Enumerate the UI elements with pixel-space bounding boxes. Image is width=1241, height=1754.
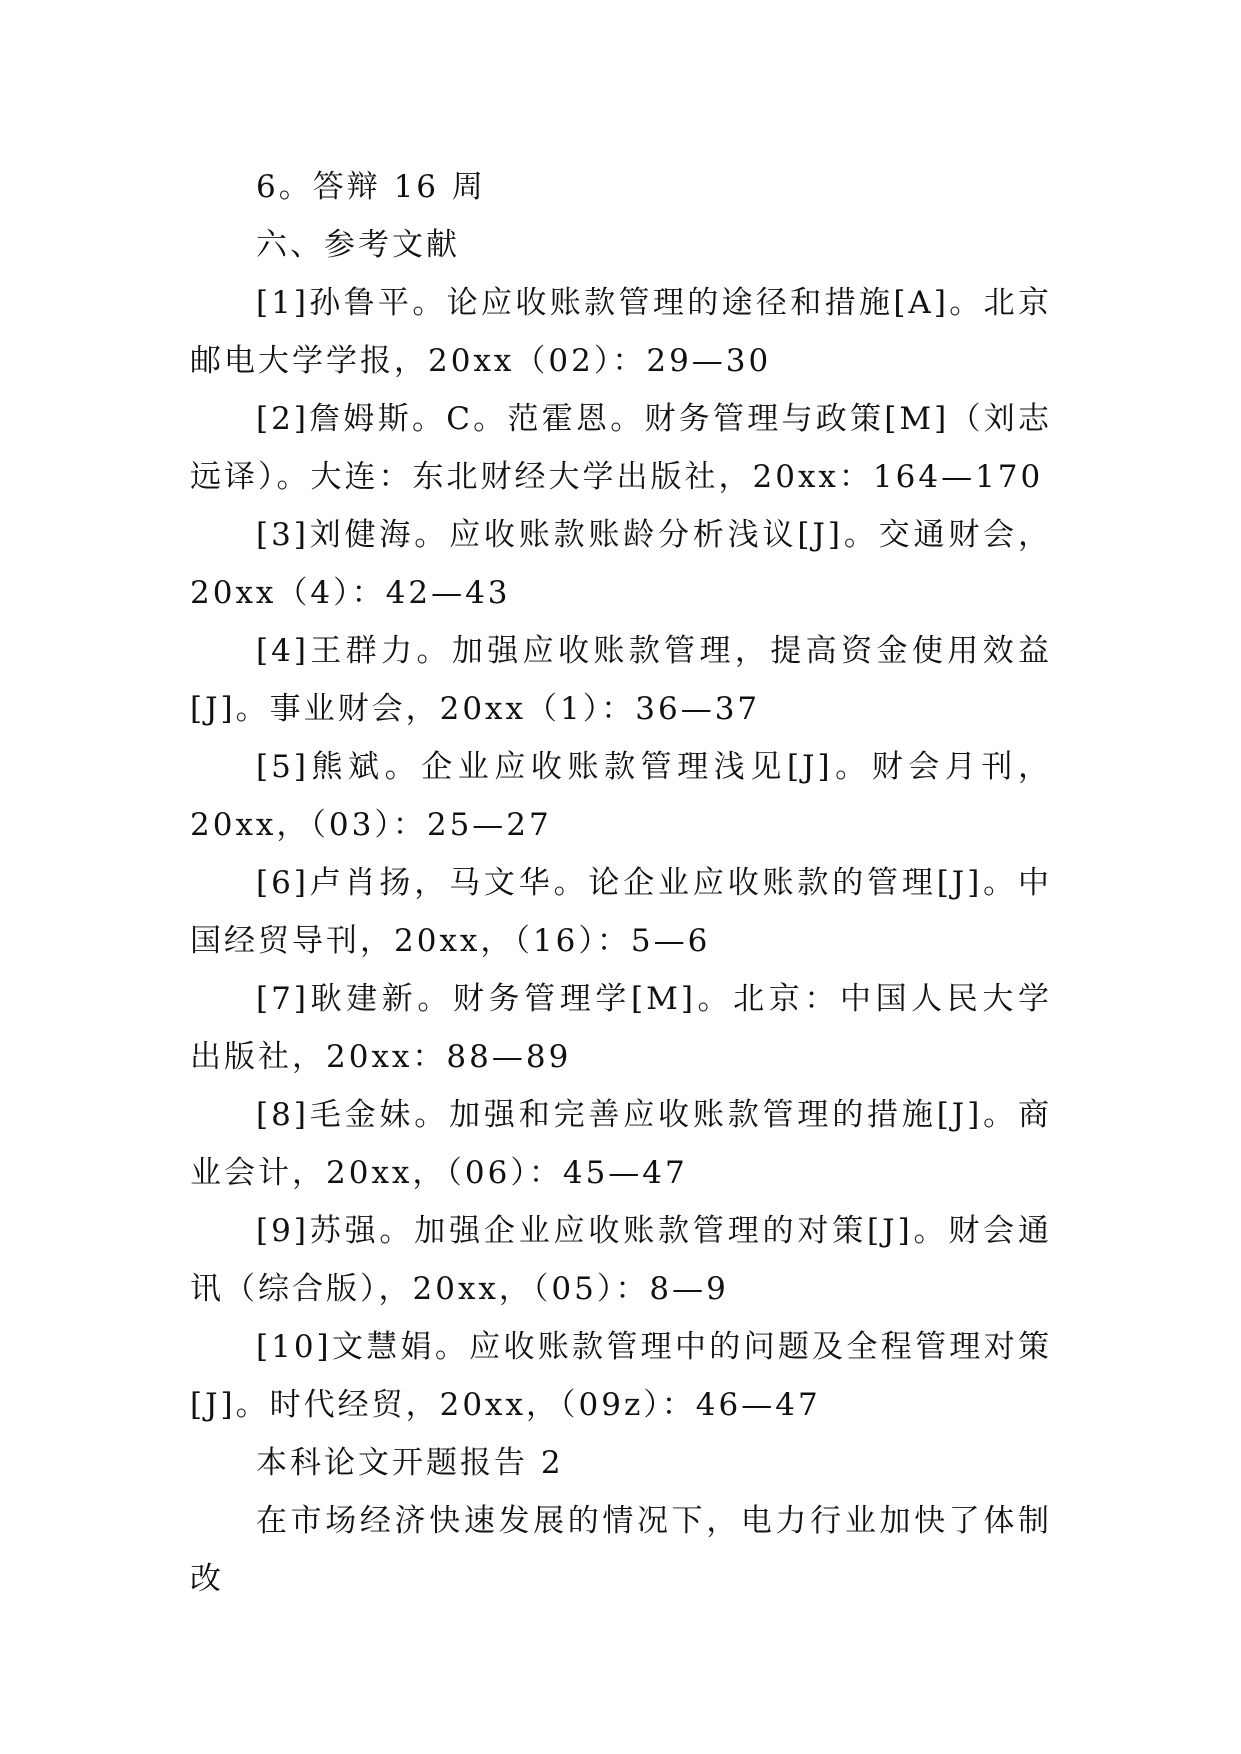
- report-title: 本科论文开题报告 2: [256, 1445, 564, 1481]
- reference-item-4: [4]王群力。加强应收账款管理，提高资金使用效益[J]。事业财会，20xx（1）：36—37: [190, 633, 1052, 727]
- reference-item-8: [8]毛金妹。加强和完善应收账款管理的措施[J]。商业会计，20xx，（06）：45—47: [190, 1097, 1052, 1191]
- reference-item-6: [6]卢肖扬，马文华。论企业应收账款的管理[J]。中国经贸导刊，20xx，（16）：5—6: [190, 865, 1052, 959]
- reference-item-3: [3]刘健海。应收账款账龄分析浅议[J]。交通财会，20xx（4）：42—43: [190, 517, 1052, 611]
- reference-item-7: [7]耿建新。财务管理学[M]。北京：中国人民大学出版社，20xx：88—89: [190, 981, 1052, 1075]
- schedule-item-defense: 6。答辩 16 周: [256, 169, 486, 205]
- document-body: [190, 158, 1052, 1608]
- section-heading-references: 六、参考文献: [256, 227, 460, 263]
- reference-item-9: [9]苏强。加强企业应收账款管理的对策[J]。财会通讯（综合版），20xx，（05）：8—9: [190, 1213, 1052, 1307]
- body-paragraph: 在市场经济快速发展的情况下，电力行业加快了体制改: [190, 1503, 1052, 1597]
- reference-item-10: [10]文慧娟。应收账款管理中的问题及全程管理对策[J]。时代经贸，20xx，（09z）：46—47: [190, 1329, 1052, 1423]
- reference-item-5: [5]熊斌。企业应收账款管理浅见[J]。财会月刊，20xx，（03）：25—27: [190, 749, 1052, 843]
- reference-item-2: [2]詹姆斯。C。范霍恩。财务管理与政策[M]（刘志远译）。大连：东北财经大学出版社，20xx：164—170: [190, 401, 1052, 495]
- reference-item-1: [1]孙鲁平。论应收账款管理的途径和措施[A]。北京邮电大学学报，20xx（02）：29—30: [190, 285, 1052, 379]
